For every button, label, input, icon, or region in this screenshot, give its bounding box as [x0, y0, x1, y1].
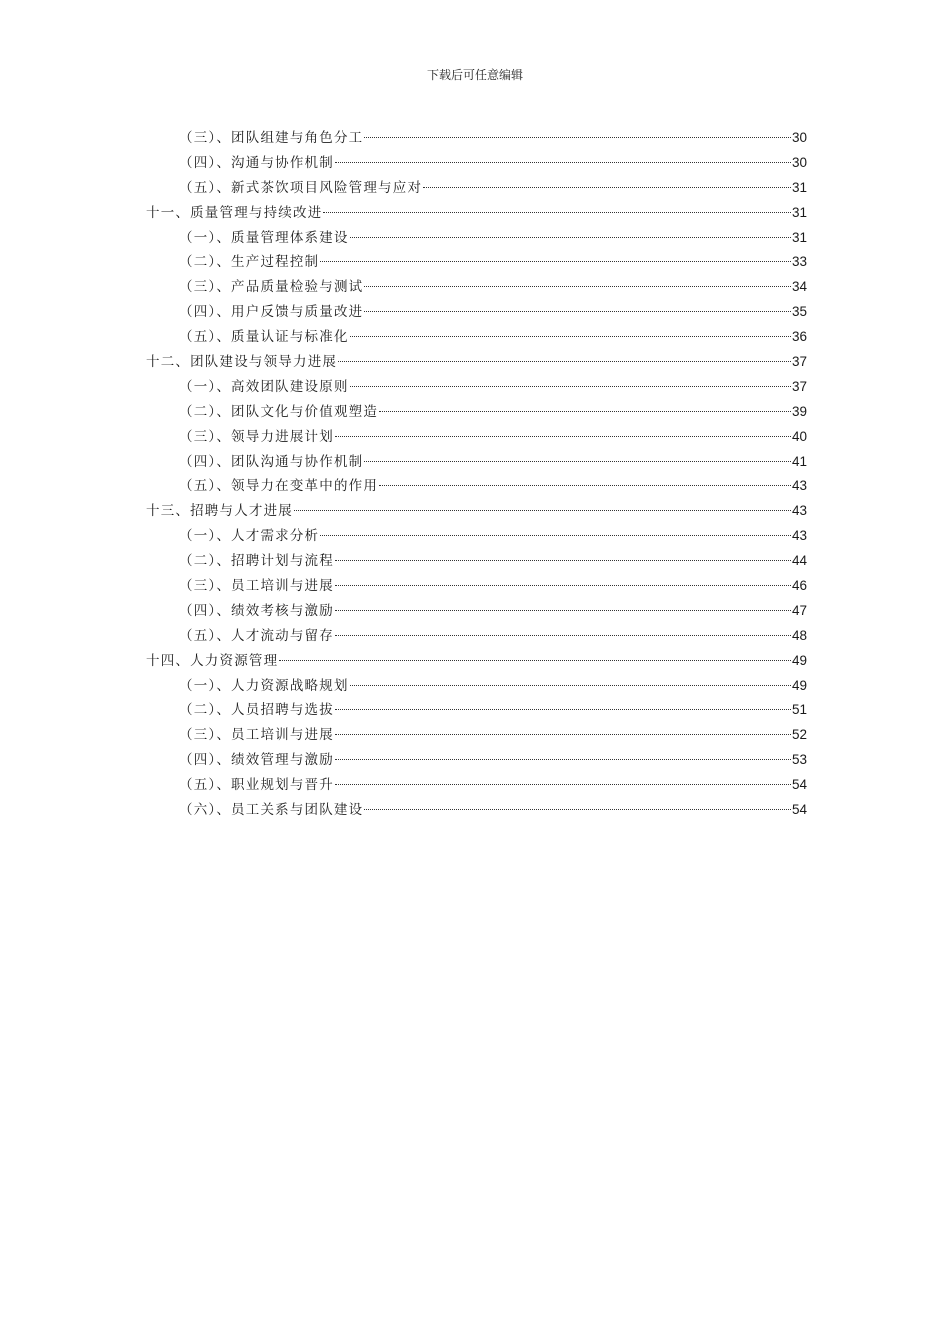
- toc-entry-title: （四）、绩效考核与激励: [179, 602, 334, 619]
- toc-dot-leader: [335, 709, 791, 710]
- toc-entry-title: （二）、生产过程控制: [179, 254, 320, 271]
- toc-section-entry[interactable]: [146, 599, 807, 624]
- toc-dot-leader: [279, 660, 791, 661]
- toc-page-number: 49: [791, 677, 807, 693]
- toc-section-entry[interactable]: [146, 798, 807, 823]
- toc-entry-title: （二）、团队文化与价值观塑造: [179, 403, 379, 420]
- toc-page-number: 41: [791, 453, 807, 469]
- toc-dot-leader: [335, 635, 791, 636]
- toc-section-entry[interactable]: [146, 698, 807, 723]
- toc-entry-title: （五）、质量认证与标准化: [179, 329, 349, 346]
- toc-section-entry[interactable]: [146, 624, 807, 649]
- toc-dot-leader: [350, 386, 791, 387]
- toc-chapter-entry[interactable]: [146, 649, 807, 674]
- toc-entry-title: 十二、团队建设与领导力进展: [146, 354, 338, 371]
- toc-dot-leader: [335, 784, 791, 785]
- toc-entry-title: （三）、领导力进展计划: [179, 428, 334, 445]
- toc-page-number: 30: [791, 154, 807, 170]
- toc-section-entry[interactable]: [146, 425, 807, 450]
- toc-section-entry[interactable]: [146, 375, 807, 400]
- toc-section-entry[interactable]: [146, 400, 807, 425]
- toc-dot-leader: [364, 137, 791, 138]
- toc-entry-title: （二）、人员招聘与选拔: [179, 702, 334, 719]
- toc-page-number: 34: [791, 279, 807, 295]
- toc-page-number: 51: [791, 702, 807, 718]
- toc-dot-leader: [364, 286, 791, 287]
- toc-dot-leader: [364, 809, 791, 810]
- page-header: 下载后可任意编辑: [426, 68, 523, 82]
- toc-section-entry[interactable]: [146, 226, 807, 251]
- toc-entry-title: （三）、团队组建与角色分工: [179, 130, 364, 146]
- table-of-contents: [146, 126, 807, 823]
- toc-entry-title: 十一、质量管理与持续改进: [146, 204, 323, 221]
- toc-section-entry[interactable]: [146, 674, 807, 699]
- toc-section-entry[interactable]: [146, 450, 807, 475]
- toc-dot-leader: [350, 336, 791, 337]
- toc-page-number: 46: [791, 578, 807, 594]
- toc-dot-leader: [379, 411, 791, 412]
- toc-page-number: 31: [791, 179, 807, 195]
- toc-dot-leader: [335, 610, 791, 611]
- toc-entry-title: 十四、人力资源管理: [146, 652, 279, 669]
- toc-page-number: 49: [791, 652, 807, 668]
- toc-section-entry[interactable]: [146, 176, 807, 201]
- toc-page-number: 40: [791, 428, 807, 444]
- toc-section-entry[interactable]: [146, 151, 807, 176]
- toc-page-number: 54: [791, 802, 807, 818]
- toc-entry-title: （一）、高效团队建设原则: [179, 378, 349, 395]
- toc-section-entry[interactable]: [146, 275, 807, 300]
- toc-page-number: 54: [791, 777, 807, 793]
- toc-dot-leader: [335, 560, 791, 561]
- toc-page-number: 43: [791, 503, 807, 519]
- toc-page-number: 44: [791, 553, 807, 569]
- toc-entry-title: （五）、人才流动与留存: [179, 627, 334, 644]
- toc-page-number: 52: [791, 727, 807, 743]
- toc-section-entry[interactable]: [146, 300, 807, 325]
- toc-section-entry[interactable]: [146, 524, 807, 549]
- toc-dot-leader: [338, 361, 791, 362]
- toc-section-entry[interactable]: [146, 748, 807, 773]
- toc-dot-leader: [294, 510, 791, 511]
- toc-entry-title: （五）、新式茶饮项目风险管理与应对: [179, 179, 423, 196]
- toc-page-number: 37: [791, 354, 807, 370]
- toc-dot-leader: [323, 212, 791, 213]
- toc-chapter-entry[interactable]: [146, 350, 807, 375]
- toc-section-entry[interactable]: [146, 325, 807, 350]
- toc-section-entry[interactable]: [146, 549, 807, 574]
- toc-entry-title: （三）、员工培训与进展: [179, 578, 334, 595]
- toc-page-number: 48: [791, 627, 807, 643]
- toc-section-entry[interactable]: [146, 126, 807, 151]
- toc-dot-leader: [423, 187, 791, 188]
- toc-entry-title: （一）、质量管理体系建设: [179, 229, 349, 246]
- toc-dot-leader: [335, 585, 791, 586]
- toc-page-number: 30: [791, 130, 807, 145]
- toc-entry-title: （四）、用户反馈与质量改进: [179, 304, 364, 321]
- toc-page-number: 47: [791, 602, 807, 618]
- toc-dot-leader: [350, 237, 791, 238]
- toc-entry-title: （三）、员工培训与进展: [179, 727, 334, 744]
- toc-entry-title: （二）、招聘计划与流程: [179, 553, 334, 570]
- toc-page-number: 31: [791, 204, 807, 220]
- toc-entry-title: （四）、沟通与协作机制: [179, 154, 334, 171]
- toc-page-number: 36: [791, 329, 807, 345]
- toc-dot-leader: [364, 311, 791, 312]
- toc-entry-title: （五）、职业规划与晋升: [179, 777, 334, 794]
- toc-dot-leader: [320, 535, 791, 536]
- toc-dot-leader: [350, 685, 791, 686]
- toc-chapter-entry[interactable]: [146, 201, 807, 226]
- toc-page-number: 43: [791, 478, 807, 494]
- toc-page-number: 43: [791, 528, 807, 544]
- toc-page-number: 39: [791, 403, 807, 419]
- toc-section-entry[interactable]: [146, 474, 807, 499]
- toc-entry-title: （一）、人才需求分析: [179, 528, 320, 545]
- toc-dot-leader: [335, 734, 791, 735]
- toc-section-entry[interactable]: [146, 574, 807, 599]
- toc-entry-title: （四）、绩效管理与激励: [179, 752, 334, 769]
- toc-chapter-entry[interactable]: [146, 499, 807, 524]
- toc-entry-title: 十三、招聘与人才进展: [146, 503, 293, 520]
- toc-entry-title: （一）、人力资源战略规划: [179, 677, 349, 694]
- toc-dot-leader: [379, 485, 791, 486]
- toc-section-entry[interactable]: [146, 250, 807, 275]
- toc-section-entry[interactable]: [146, 773, 807, 798]
- toc-dot-leader: [364, 461, 791, 462]
- toc-dot-leader: [335, 759, 791, 760]
- toc-dot-leader: [320, 261, 791, 262]
- toc-dot-leader: [335, 162, 791, 163]
- toc-page-number: 53: [791, 752, 807, 768]
- toc-entry-title: （三）、产品质量检验与测试: [179, 279, 364, 296]
- toc-page-number: 37: [791, 378, 807, 394]
- toc-entry-title: （四）、团队沟通与协作机制: [179, 453, 364, 470]
- toc-dot-leader: [335, 436, 791, 437]
- toc-page-number: 33: [791, 254, 807, 270]
- toc-entry-title: （五）、领导力在变革中的作用: [179, 478, 379, 495]
- toc-entry-title: （六）、员工关系与团队建设: [179, 802, 364, 819]
- toc-page-number: 35: [791, 304, 807, 320]
- toc-section-entry[interactable]: [146, 723, 807, 748]
- toc-page-number: 31: [791, 229, 807, 245]
